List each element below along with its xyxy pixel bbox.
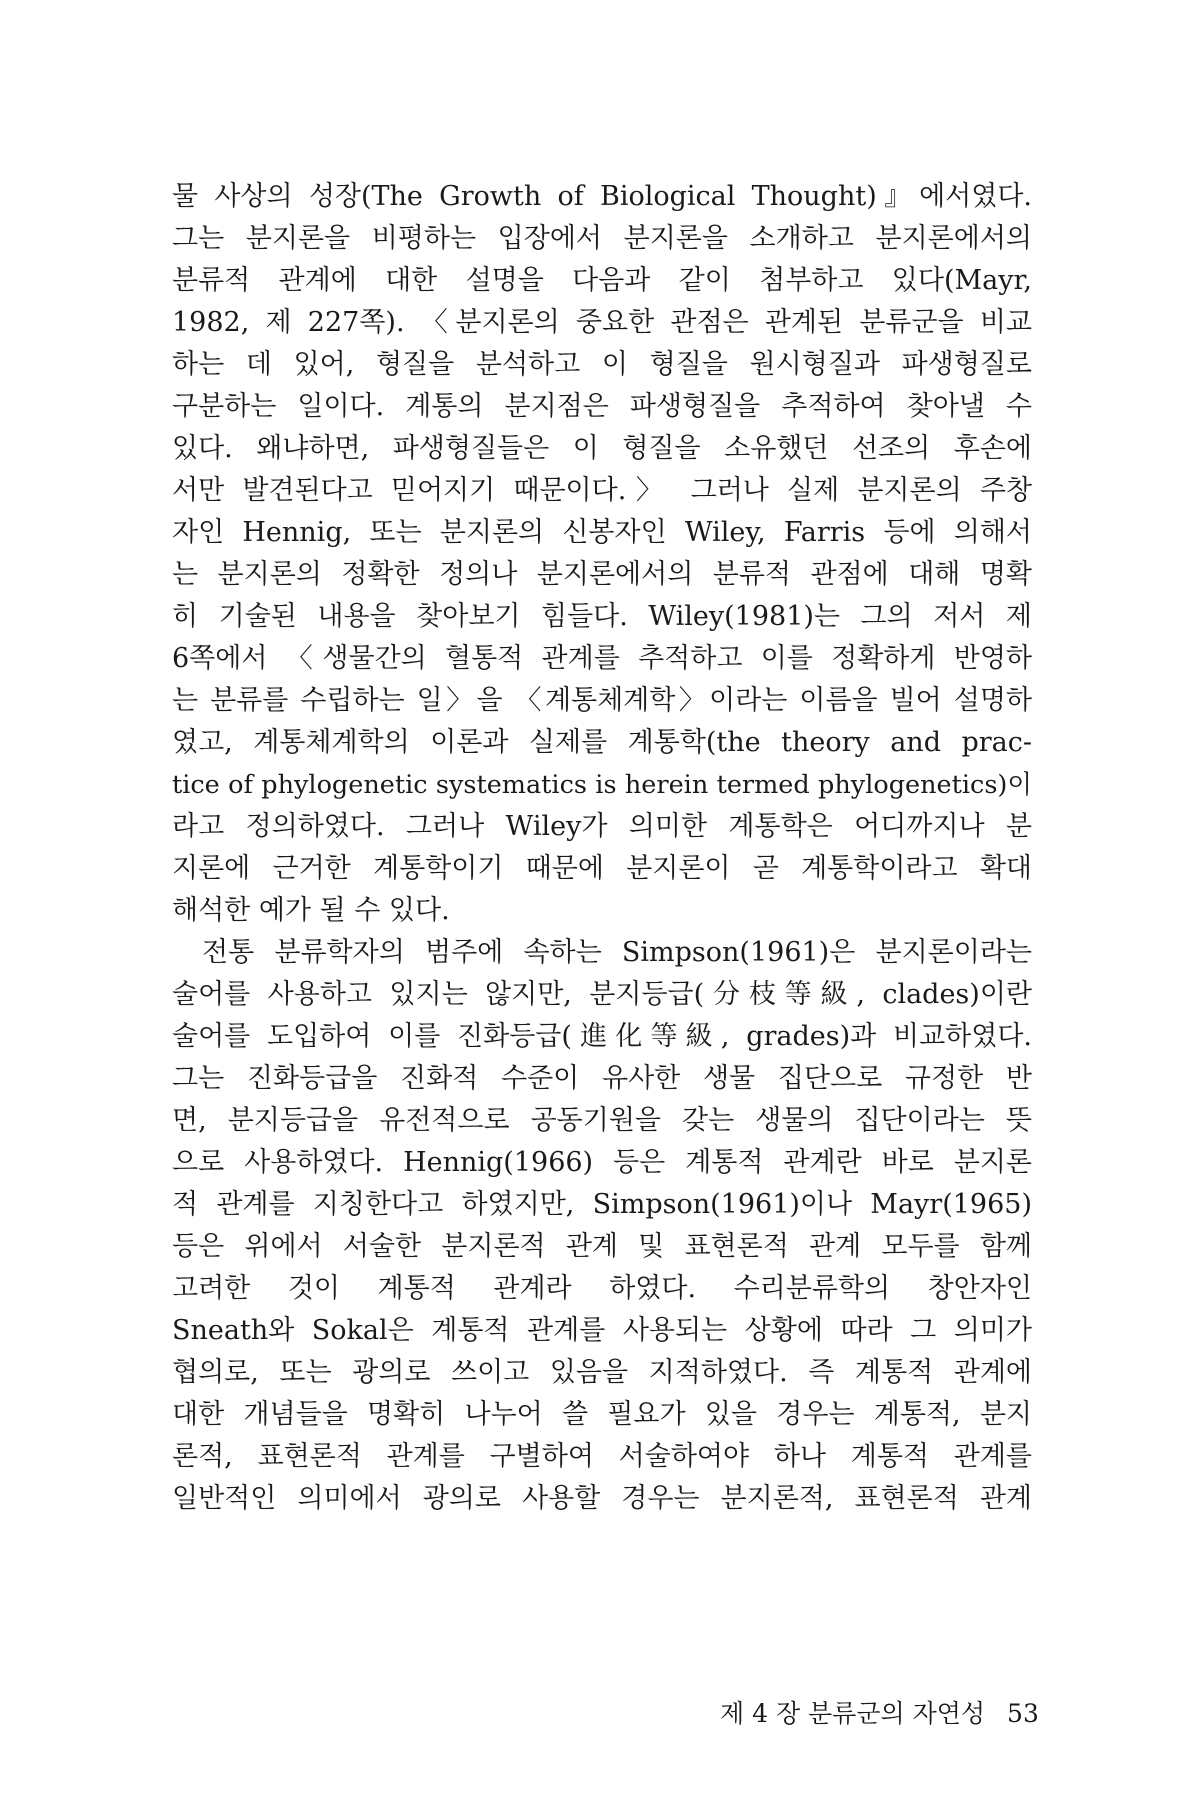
text-line: 구분하는 일이다. 계통의 분지점은 파생형질을 추적하여 찾아낼 수 [172,391,1032,422]
text-line: 지론에 근거한 계통학이기 때문에 분지론이 곧 계통학이라고 확대 [172,853,1032,884]
text-line: 물 사상의 성장(The Growth of Biological Thought)』에서였다. [172,181,1032,212]
text-line: 술어를 사용하고 있지는 않지만, 분지등급(分枝等級, clades)이란 [172,979,1032,1010]
page-footer [720,1694,1039,1730]
text-line: 서만 발견된다고 믿어지기 때문이다.〉 그러나 실제 분지론의 주창 [172,475,1032,506]
text-line: 있다. 왜냐하면, 파생형질들은 이 형질을 소유했던 선조의 후손에 [172,433,1032,464]
text-line: tice of phylogenetic systematics is herein termed phylogenetics)이 [172,770,1032,800]
paragraph-end-line: 해석한 예가 될 수 있다. [172,895,450,926]
text-line: 등은 위에서 서술한 분지론적 관계 및 표현론적 관계 모두를 함께 [172,1231,1032,1262]
text-line: Sneath와 Sokal은 계통적 관계를 사용되는 상황에 따라 그 의미가 [172,1315,1032,1346]
text-line: 였고, 계통체계학의 이론과 실제를 계통학(the theory and prac- [172,727,1032,758]
text-line: 분류적 관계에 대한 설명을 다음과 같이 첨부하고 있다(Mayr, [172,265,1032,296]
text-line: 그는 분지론을 비평하는 입장에서 분지론을 소개하고 분지론에서의 [172,223,1032,254]
text-line: 론적, 표현론적 관계를 구별하여 서술하여야 하나 계통적 관계를 [172,1441,1032,1472]
text-line: 고려한 것이 계통적 관계라 하였다. 수리분류학의 창안자인 [172,1273,1032,1304]
text-line: 자인 Hennig, 또는 분지론의 신봉자인 Wiley, Farris 등에 의해서 [172,517,1032,548]
paragraph-start-line: 전통 분류학자의 범주에 속하는 Simpson(1961)은 분지론이라는 [202,937,1032,968]
text-line: 적 관계를 지칭한다고 하였지만, Simpson(1961)이나 Mayr(1965) [172,1189,1032,1220]
text-line: 대한 개념들을 명확히 나누어 쓸 필요가 있을 경우는 계통적, 분지 [172,1399,1032,1430]
text-line: 는 분류를 수립하는 일〉을 〈계통체계학〉이라는 이름을 빌어 설명하 [172,685,1032,716]
text-line: 6쪽에서 〈생물간의 혈통적 관계를 추적하고 이를 정확하게 반영하 [172,643,1032,674]
text-line: 일반적인 의미에서 광의로 사용할 경우는 분지론적, 표현론적 관계 [172,1483,1032,1514]
text-line: 라고 정의하였다. 그러나 Wiley가 의미한 계통학은 어디까지나 분 [172,811,1032,842]
text-line: 는 분지론의 정확한 정의나 분지론에서의 분류적 관점에 대해 명확 [172,559,1032,590]
text-line: 협의로, 또는 광의로 쓰이고 있음을 지적하였다. 즉 계통적 관계에 [172,1357,1032,1388]
text-line: 으로 사용하였다. Hennig(1966) 등은 계통적 관계란 바로 분지론 [172,1147,1032,1178]
page-number: 53 [1007,1699,1039,1728]
body-text [172,176,1032,1520]
text-line: 면, 분지등급을 유전적으로 공동기원을 갖는 생물의 집단이라는 뜻 [172,1105,1032,1136]
text-line: 1982, 제 227쪽). 〈분지론의 중요한 관점은 관계된 분류군을 비교 [172,307,1032,338]
text-line: 그는 진화등급을 진화적 수준이 유사한 생물 집단으로 규정한 반 [172,1063,1032,1094]
running-head: 제 4 장 분류군의 자연성 [720,1699,986,1728]
text-line: 하는 데 있어, 형질을 분석하고 이 형질을 원시형질과 파생형질로 [172,349,1032,380]
text-line: 술어를 도입하여 이를 진화등급(進化等級, grades)과 비교하였다. [172,1021,1032,1052]
text-line: 히 기술된 내용을 찾아보기 힘들다. Wiley(1981)는 그의 저서 제 [172,601,1032,632]
